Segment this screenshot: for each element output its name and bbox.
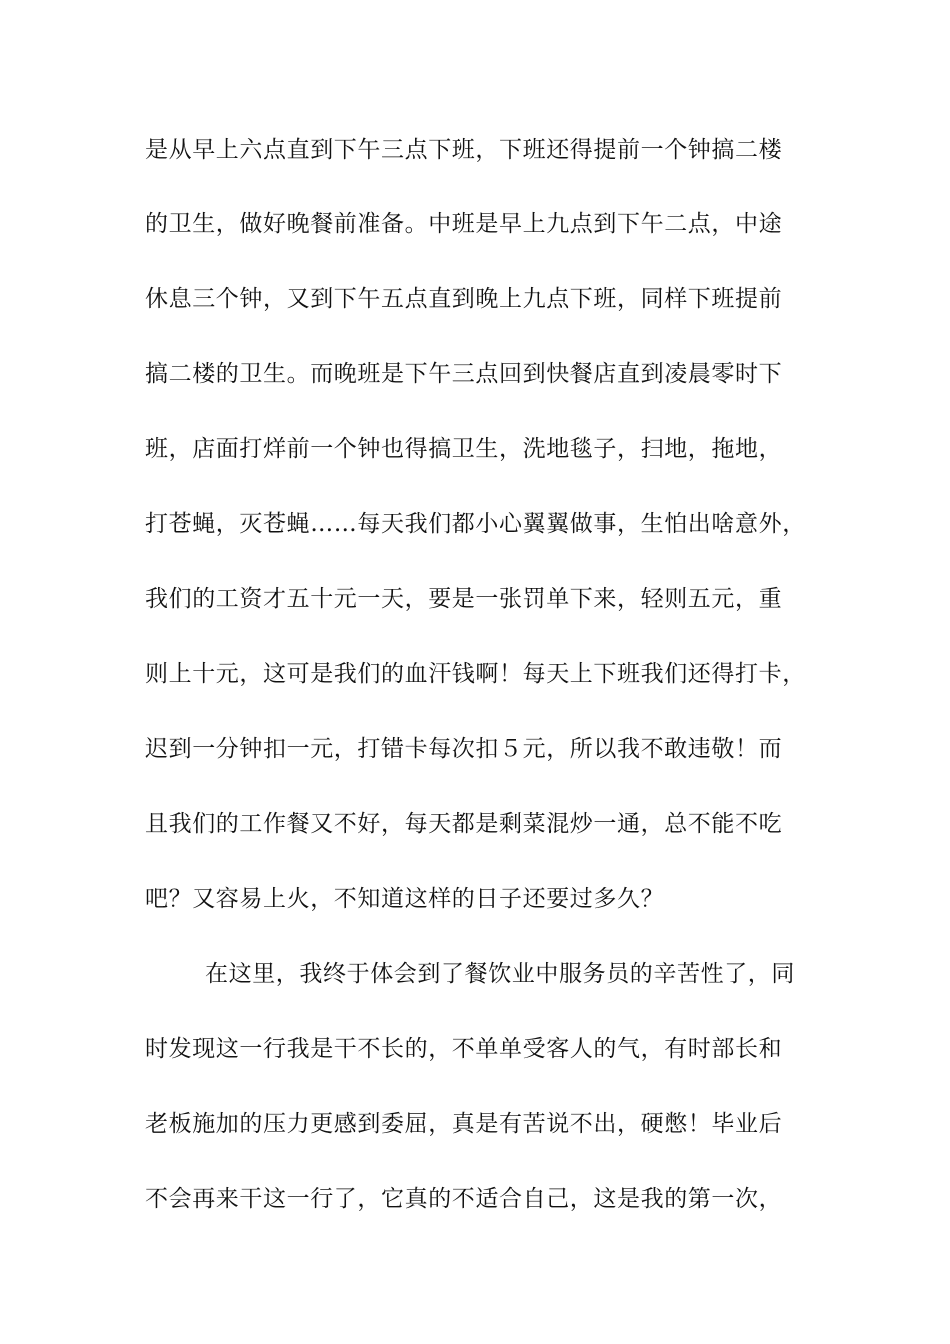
text-line: 且我们的工作餐又不好，每天都是剩菜混炒一通，总不能不吃 bbox=[145, 811, 783, 837]
text-line: 打苍蝇，灭苍蝇……每天我们都小心翼翼做事，生怕出啥意外， bbox=[145, 511, 806, 537]
paragraph-first-line: 在这里，我终于体会到了餐饮业中服务员的辛苦性了，同 bbox=[205, 961, 795, 987]
text-line: 的卫生，做好晚餐前准备。中班是早上九点到下午二点，中途 bbox=[145, 211, 783, 237]
text-line: 吧？又容易上火，不知道这样的日子还要过多久？ bbox=[145, 886, 665, 912]
text-line: 是从早上六点直到下午三点下班，下班还得提前一个钟搞二楼 bbox=[145, 137, 783, 163]
text-line: 迟到一分钟扣一元，打错卡每次扣５元，所以我不敢违敬！而 bbox=[145, 736, 783, 762]
text-line: 老板施加的压力更感到委屈，真是有苦说不出，硬憋！毕业后 bbox=[145, 1111, 783, 1137]
text-line: 则上十元，这可是我们的血汗钱啊！每天上下班我们还得打卡， bbox=[145, 661, 806, 687]
text-line: 不会再来干这一行了，它真的不适合自己，这是我的第一次， bbox=[145, 1186, 783, 1212]
text-line: 休息三个钟，又到下午五点直到晚上九点下班，同样下班提前 bbox=[145, 286, 783, 312]
text-line: 我们的工资才五十元一天，要是一张罚单下来，轻则五元，重 bbox=[145, 586, 783, 612]
text-line: 时发现这一行我是干不长的，不单单受客人的气，有时部长和 bbox=[145, 1036, 783, 1062]
text-line: 班，店面打烊前一个钟也得搞卫生，洗地毯子，扫地，拖地， bbox=[145, 436, 783, 462]
text-line: 搞二楼的卫生。而晚班是下午三点回到快餐店直到凌晨零时下 bbox=[145, 361, 783, 387]
